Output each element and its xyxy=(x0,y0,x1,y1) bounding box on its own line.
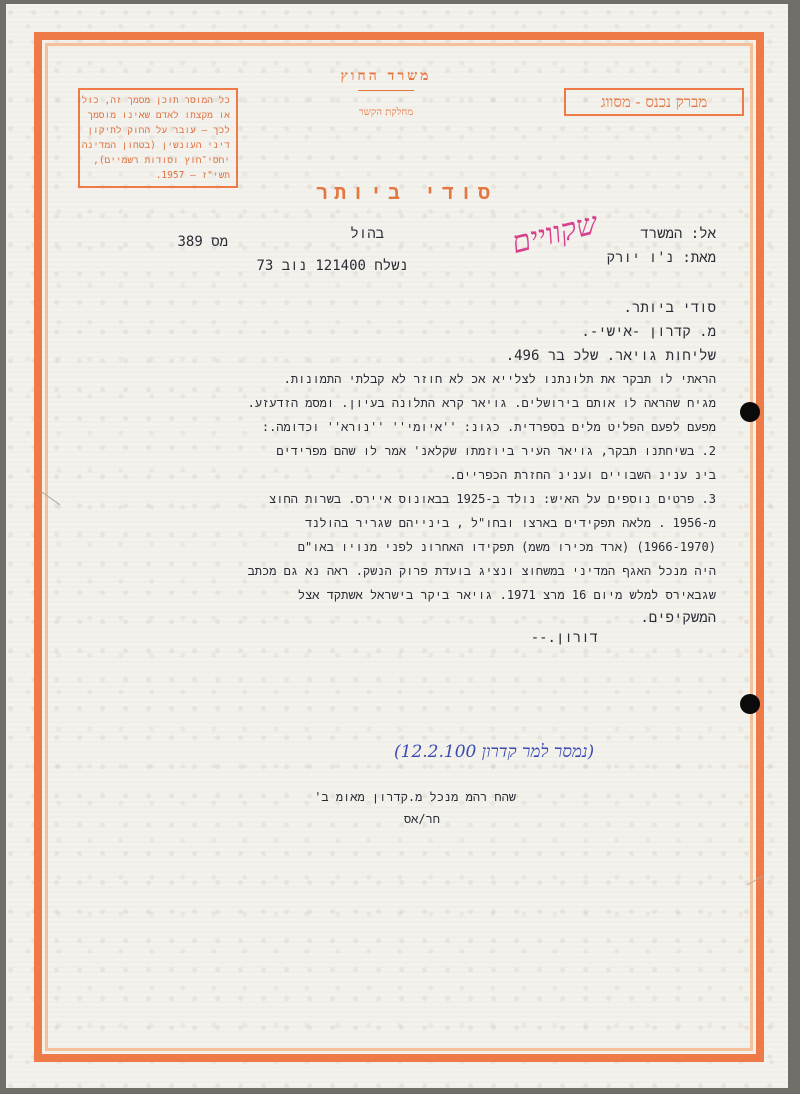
punch-hole xyxy=(740,694,760,714)
body-line: המשקיפים. xyxy=(640,610,716,626)
top-secret-heading: סודי ביותר xyxy=(315,180,497,204)
notice-line: דיני העונשין (בטחון המדינה xyxy=(81,140,230,151)
handwritten-note: (נמסר למר קדרון 12.2.100) xyxy=(394,742,595,762)
notice-line: תשי"ז — 1957. xyxy=(155,170,230,181)
body-line: בינ ענינ השבויים וענינ החזרת הכפריים. xyxy=(449,468,716,482)
priority-label: בהול xyxy=(350,226,384,242)
body-line: מ. קדרון -אישי-. xyxy=(581,324,716,340)
body-line: הראתי לו תבקר את תלונתנו לצלייא אכ לא חוזר לא קבלתי התמונות. xyxy=(283,372,716,386)
body-line: שגבאירס למלש מיום 16 מרצ 1971. גויאר ביקר בישראל אשתקד אצל xyxy=(297,588,716,602)
legal-notice-box xyxy=(75,88,238,188)
body-line: מ-1956 . מלאה תפקידים בארצו ובחו"ל , בינייהם שגריר בהולנד xyxy=(305,516,716,530)
message-number: מס 389 xyxy=(177,234,228,250)
body-line: סודי ביותר. xyxy=(623,300,716,316)
sent-line: נשלח 121400 נוב 73 xyxy=(256,258,408,274)
ministry-title: משרד החוץ xyxy=(340,68,432,84)
notice-line: לכך — עובר על החוק לתיקון xyxy=(87,125,230,136)
body-line: היה מנכל האגף המדיני במשחוצ ונציג בועדת פרוק הנשק. ראה נא גם מכתב xyxy=(247,564,716,578)
notice-line: יחסי־חוץ וסודות רשמיים), xyxy=(93,155,230,166)
signature-line: דורון.-- xyxy=(530,630,598,646)
distribution-line: שהח רהמ מנכל מ.קדרון מאומ ב' xyxy=(314,790,516,804)
punch-hole xyxy=(740,402,760,422)
document-sheet xyxy=(6,4,788,1088)
notice-line: או מקצתו לאדם שאינו מוסמך xyxy=(87,110,230,121)
body-line: שליחות גויאר. שלכ בר 496. xyxy=(505,348,716,364)
initials-line: חר/אס xyxy=(403,812,440,826)
body-line: מפעם לפעם הפליט מלים בספרדית. כגונ: ''איומי'' ''נורא'' וכדומה.: xyxy=(261,420,716,434)
notice-line: כל המוסר תוכן מסמך זה, כולו xyxy=(75,95,230,106)
handwritten-mark: שקוויים xyxy=(508,205,602,262)
body-line: (1966-1970) (ארד מכירו משמ) תפקידו האחרונ לפני מנויו באו"ם xyxy=(297,540,716,554)
body-line: 3. פרטים נוספים על האיש: נולד ב-1925 בבאונוס איירס. בשרות החוצ xyxy=(269,492,716,506)
classification-box: מברק נכנס - מסווג xyxy=(564,88,744,116)
department-name: מחלקת הקשר xyxy=(358,107,414,118)
ministry-underline xyxy=(358,90,414,91)
body-line: מגיח שהראה לו אותם בירושלים. גויאר קרא התלונה בעיון. ומסמ הזדעזע. xyxy=(247,396,716,410)
body-line: 2. בשיחתנו תבקר, גויאר העיר ביוזמתו שקלאנ' אמר לו שהם מפרידים xyxy=(276,444,716,458)
to-line: אל: המשרד xyxy=(640,226,716,242)
from-line: מאת: נ'ו יורק xyxy=(606,250,716,266)
